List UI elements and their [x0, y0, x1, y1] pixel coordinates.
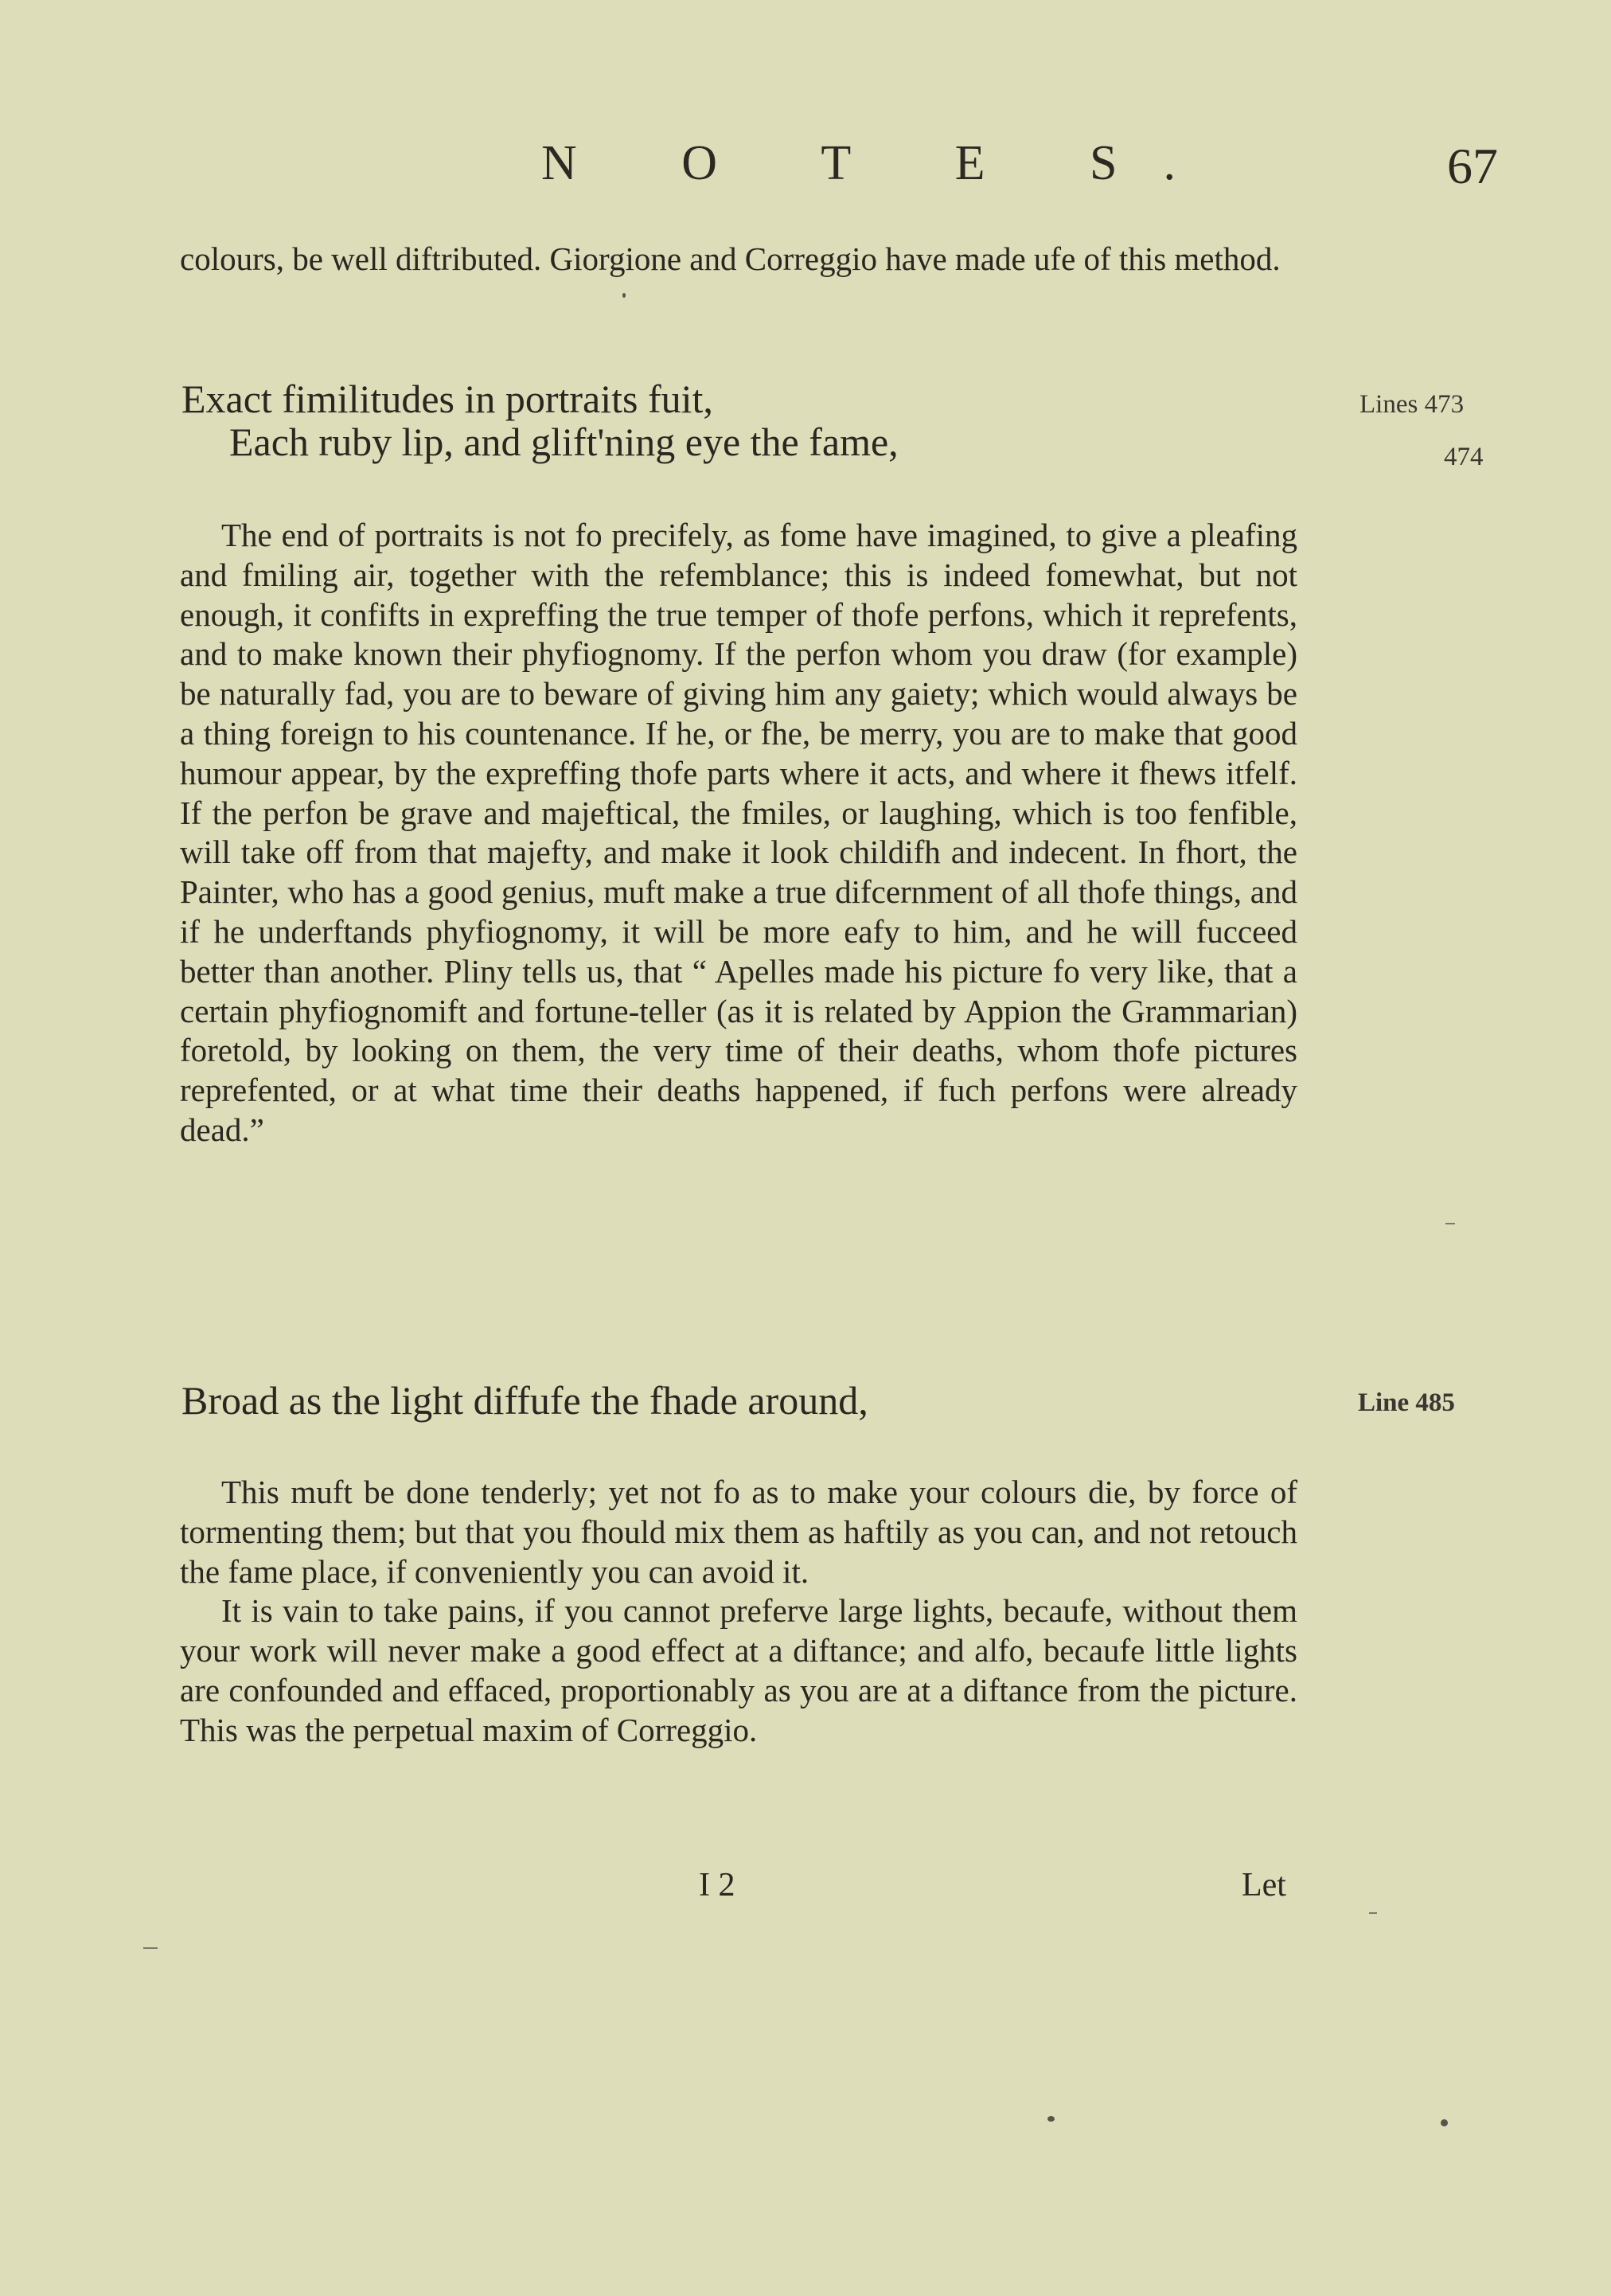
verse-quote-line-3: Broad as the light diffufe the fhade around, — [181, 1378, 868, 1423]
signature-mark: I 2 — [699, 1867, 735, 1904]
margin-line-reference: 474 — [1444, 443, 1484, 471]
note-paragraph — [180, 1473, 1297, 1751]
page-number: 67 — [1447, 138, 1498, 194]
paper-mark — [1369, 1912, 1377, 1914]
paper-mark — [143, 1947, 158, 1949]
paper-mark — [1445, 1223, 1455, 1224]
note-paragraph — [180, 516, 1297, 1150]
note-paragraph-text: It is vain to take pains, if you cannot preferve large lights, becaufe, without them your work will never make a good effect at a diftance; and alfo, becaufe little lights are confounded and effaced, proportionably as you are at a diftance from the picture. This was the perpetual maxim of Correggio. — [180, 1592, 1297, 1748]
paper-speck — [622, 293, 626, 298]
continued-paragraph — [180, 239, 1297, 279]
paper-speck — [1047, 2116, 1055, 2122]
margin-line-reference: Line 485 — [1358, 1388, 1455, 1417]
catchword: Let — [1242, 1867, 1286, 1904]
note-paragraph-text: This muft be done tenderly; yet not fo as to make your colours die, by force of tormenting them; but that you fhould mix them as haftily as you can, and not retouch the fame place, if conveniently you can avoid it. — [180, 1474, 1297, 1590]
verse-quote-line-1: Exact fimilitudes in portraits fuit, — [181, 377, 713, 421]
running-head: N O T E S. — [541, 136, 1223, 190]
margin-line-reference: Lines 473 — [1359, 390, 1465, 419]
continued-paragraph-text: colours, be well diftributed. Giorgione and Correggio have made ufe of this method. — [180, 240, 1281, 277]
paper-speck — [1441, 2119, 1448, 2126]
note-paragraph-text: The end of portraits is not fo precifely, as fome have imagined, to give a pleafing and fmiling air, together with the refemblance; this is indeed fomewhat, but not enough, it confifts in expreffing the true temper of thofe perfons, which it reprefents, and to make known their phyfiognomy. If the perfon whom you draw (for example) be naturally fad, you are to beware of giving him any gaiety; which would always be a thing foreign to his countenance. If he, or fhe, be merry, you are to make that good humour appear, by the expreffing thofe parts where it acts, and where it fhews itfelf. If the perfon be grave and majeftical, the fmiles, or laughing, which is too fenfible, will take off from that majefty, and make it look childifh and indecent. In fhort, the Painter, who has a good genius, muft make a true difcernment of all thofe things, and if he underftands phyfiognomy, it will be more eafy to him, and he will fucceed better than another. Pliny tells us, that “ Apelles made his picture fo very like, that a certain phyfiognomift and fortune-teller (as it is related by Appion the Grammarian) foretold, by looking on them, the very time of their deaths, whom thofe pictures reprefented, or at what time their deaths happened, if fuch perfons were already dead.” — [180, 517, 1297, 1148]
verse-quote-line-2: Each ruby lip, and glift'ning eye the fame, — [229, 420, 899, 464]
